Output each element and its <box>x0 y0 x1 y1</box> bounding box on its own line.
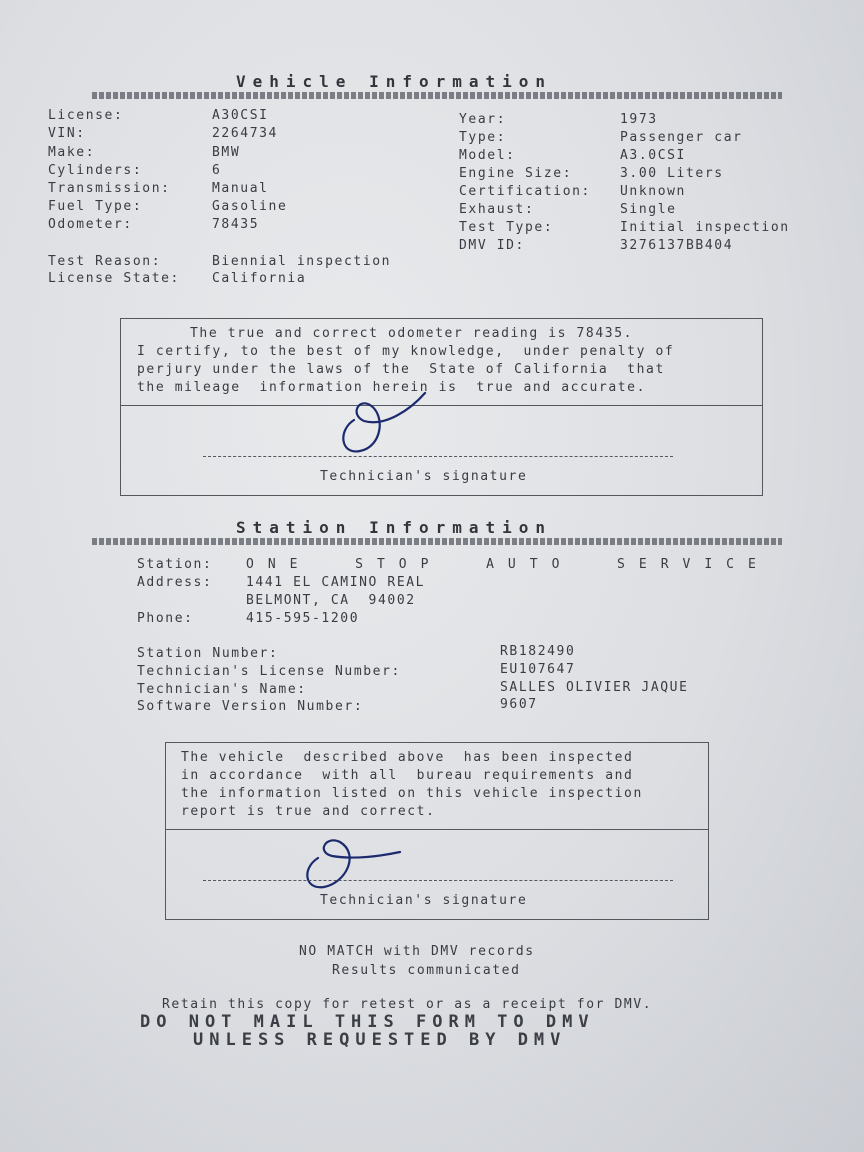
transmission-label: Transmission: <box>48 181 171 196</box>
odometer-cert-line3: perjury under the laws of the State of California that <box>137 362 665 377</box>
address-label: Address: <box>137 575 213 590</box>
cylinders-label: Cylinders: <box>48 163 143 178</box>
station-heading: Station Information <box>236 518 553 537</box>
do-not-mail-warning: DO NOT MAIL THIS FORM TO DMV <box>140 1012 595 1032</box>
address-line2: BELMONT, CA 94002 <box>246 593 416 608</box>
results-status: Results communicated <box>332 963 521 978</box>
odometer-value: 78435 <box>212 217 260 232</box>
tech-license-value: EU107647 <box>500 662 576 677</box>
test-reason-value: Biennial inspection <box>212 254 392 269</box>
odometer-cert-line1: The true and correct odometer reading is 78435. <box>190 326 634 341</box>
make-label: Make: <box>48 145 96 160</box>
make-value: BMW <box>212 145 241 160</box>
signature-line-2 <box>203 880 673 881</box>
software-value: 9607 <box>500 697 538 712</box>
exhaust-value: Single <box>620 202 677 217</box>
certification-value: Unknown <box>620 184 686 199</box>
signature-label-2: Technician's signature <box>320 893 528 908</box>
phone-label: Phone: <box>137 611 194 626</box>
license-state-label: License State: <box>48 271 180 286</box>
tech-name-label: Technician's Name: <box>137 682 307 697</box>
dmv-id-label: DMV ID: <box>459 238 525 253</box>
box-divider-2 <box>165 829 708 830</box>
test-reason-label: Test Reason: <box>48 254 162 269</box>
odometer-cert-line4: the mileage information herein is true and accurate. <box>137 380 647 395</box>
model-value: A3.0CSI <box>620 148 686 163</box>
station-heading-rule <box>92 538 782 545</box>
dmv-id-value: 3276137BB404 <box>620 238 734 253</box>
tech-license-label: Technician's License Number: <box>137 664 401 679</box>
vin-label: VIN: <box>48 126 86 141</box>
technician-signature-2 <box>296 830 411 895</box>
transmission-value: Manual <box>212 181 269 196</box>
signature-line-1 <box>203 456 673 457</box>
test-type-value: Initial inspection <box>620 220 790 235</box>
fuel-label: Fuel Type: <box>48 199 143 214</box>
cylinders-value: 6 <box>212 163 222 178</box>
technician-signature-1 <box>330 385 440 460</box>
station-name: ONE STOP AUTO SERVICE <box>246 557 770 572</box>
year-value: 1973 <box>620 112 658 127</box>
station-label: Station: <box>137 557 213 572</box>
engine-value: 3.00 Liters <box>620 166 724 181</box>
type-value: Passenger car <box>620 130 743 145</box>
box-divider <box>120 405 762 406</box>
software-label: Software Version Number: <box>137 699 364 714</box>
test-type-label: Test Type: <box>459 220 554 235</box>
vin-value: 2264734 <box>212 126 278 141</box>
fuel-value: Gasoline <box>212 199 288 214</box>
station-number-value: RB182490 <box>500 644 576 659</box>
retain-notice: Retain this copy for retest or as a receipt for DMV. <box>162 997 653 1012</box>
station-number-label: Station Number: <box>137 646 279 661</box>
model-label: Model: <box>459 148 516 163</box>
license-state-value: California <box>212 271 307 286</box>
inspection-cert-line4: report is true and correct. <box>181 804 436 819</box>
exhaust-label: Exhaust: <box>459 202 535 217</box>
certification-label: Certification: <box>459 184 591 199</box>
vehicle-heading: Vehicle Information <box>236 72 553 91</box>
inspection-cert-line1: The vehicle described above has been inspected <box>181 750 634 765</box>
license-value: A30CSI <box>212 108 269 123</box>
tech-name-value: SALLES OLIVIER JAQUE <box>500 680 689 695</box>
phone-value: 415-595-1200 <box>246 611 360 626</box>
inspection-cert-line3: the information listed on this vehicle inspection <box>181 786 643 801</box>
dmv-match-status: NO MATCH with DMV records <box>299 944 535 959</box>
year-label: Year: <box>459 112 507 127</box>
signature-label-1: Technician's signature <box>320 469 528 484</box>
engine-label: Engine Size: <box>459 166 573 181</box>
heading-rule <box>92 92 782 99</box>
license-label: License: <box>48 108 124 123</box>
unless-requested-warning: UNLESS REQUESTED BY DMV <box>193 1030 567 1050</box>
inspection-cert-line2: in accordance with all bureau requirements and <box>181 768 634 783</box>
odometer-cert-line2: I certify, to the best of my knowledge, under penalty of <box>137 344 675 359</box>
address-line1: 1441 EL CAMINO REAL <box>246 575 426 590</box>
odometer-label: Odometer: <box>48 217 133 232</box>
type-label: Type: <box>459 130 507 145</box>
